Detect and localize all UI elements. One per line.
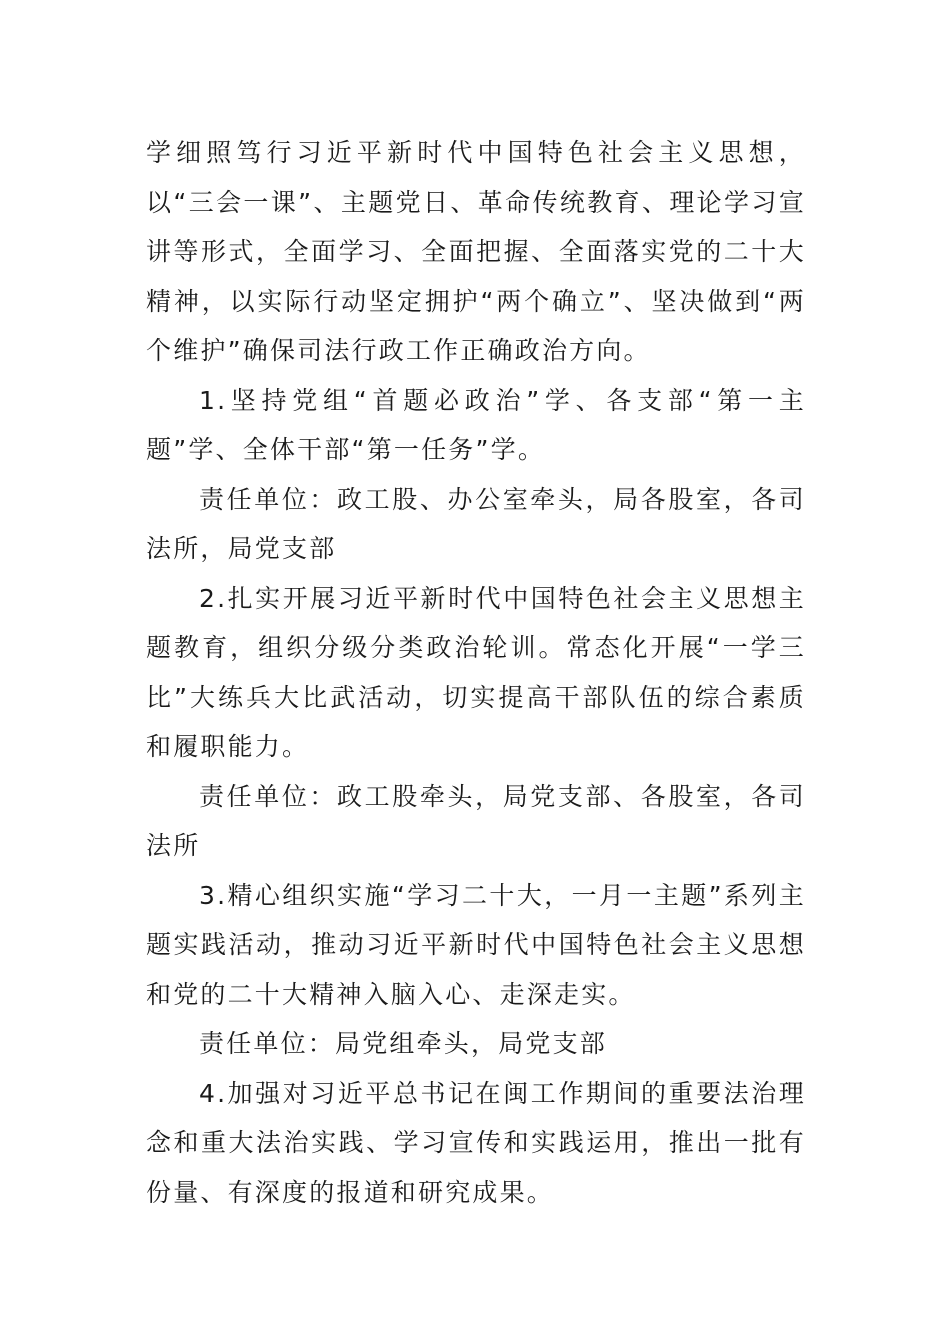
paragraph-responsible-3: 责任单位：局党组牵头，局党支部 bbox=[199, 1029, 608, 1058]
paragraph-item-4: 4.加强对习近平总书记在闽工作期间的重要法治理念和重大法治实践、学习宣传和实践运用，推出一批有份量、有深度的报道和研究成果。 bbox=[146, 1078, 806, 1207]
paragraph-item-3: 3.精心组织实施“学习二十大，一月一主题”系列主题实践活动，推动习近平新时代中国特色社会主义思想和党的二十大精神入脑入心、走深走实。 bbox=[146, 880, 806, 1009]
paragraph-intro: 学细照笃行习近平新时代中国特色社会主义思想，以“三会一课”、主题党日、革命传统教育、理论学习宣讲等形式，全面学习、全面把握、全面落实党的二十大精神，以实际行动坚定拥护“两个确立”、坚决做到“两个维护”确保司法行政工作正确政治方向。 bbox=[146, 138, 806, 365]
document-body bbox=[146, 128, 806, 1217]
paragraph-responsible-2: 责任单位：政工股牵头，局党支部、各股室，各司法所 bbox=[146, 781, 806, 860]
paragraph-responsible-1: 责任单位：政工股、办公室牵头，局各股室，各司法所，局党支部 bbox=[146, 484, 806, 563]
paragraph-item-1: 1.坚持党组“首题必政治”学、各支部“第一主题”学、全体干部“第一任务”学。 bbox=[146, 385, 806, 464]
paragraph-item-2: 2.扎实开展习近平新时代中国特色社会主义思想主题教育，组织分级分类政治轮训。常态化开展“一学三比”大练兵大比武活动，切实提高干部队伍的综合素质和履职能力。 bbox=[146, 583, 806, 761]
